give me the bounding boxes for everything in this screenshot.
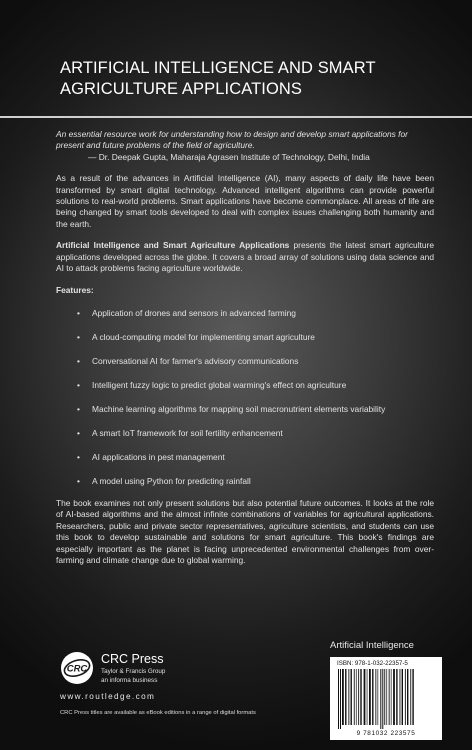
feature-item — [56, 445, 434, 469]
feature-text: Conversational AI for farmer's advisory communications — [92, 355, 299, 366]
book-title: ARTIFICIAL INTELLIGENCE AND SMART AGRICULTURE APPLICATIONS — [60, 59, 376, 98]
feature-item — [56, 373, 434, 397]
feature-item — [56, 301, 434, 325]
feature-item — [56, 421, 434, 445]
bullet-icon: • — [77, 355, 80, 366]
logo-text: CRC — [66, 663, 88, 675]
bullet-icon: • — [77, 427, 80, 438]
bullet-icon: • — [77, 307, 80, 318]
subject-category: Artificial Intelligence — [330, 640, 414, 651]
bullet-icon: • — [77, 403, 80, 414]
feature-text: AI applications in pest management — [92, 451, 225, 462]
bullet-icon: • — [77, 451, 80, 462]
feature-item — [56, 349, 434, 373]
bullet-icon: • — [77, 475, 80, 486]
features-heading: Features: — [56, 285, 94, 296]
barcode-number: 9 781032 223575 — [356, 730, 416, 737]
feature-item — [56, 397, 434, 421]
summary-paragraph — [56, 240, 434, 274]
title-divider — [0, 116, 472, 118]
feature-text: Machine learning algorithms for mapping soil macronutrient elements variability — [92, 403, 386, 414]
feature-text: Application of drones and sensors in advanced farming — [92, 307, 296, 318]
summary-book-title: Artificial Intelligence and Smart Agriculture Applications — [56, 240, 290, 251]
feature-text: A smart IoT framework for soil fertility enhancement — [92, 427, 283, 438]
feature-item — [56, 469, 434, 493]
publisher-tagline: an informa business — [101, 677, 158, 684]
crc-press-logo — [60, 651, 94, 685]
bullet-icon: • — [77, 379, 80, 390]
summary-text: presents the latest smart agriculture applications developed across the globe. It covers a broad array of solutions using data science and AI to attack problems facing agriculture worldwide. — [56, 240, 434, 274]
closing-paragraph: The book examines not only present solutions but also potential future outcomes. It looks at the role of AI-based algorithms and the almost infinite combinations of variables for agricultural applications. Researchers, public and private sector representatives, agriculture scientists, and students can use this book to develop sustainable and solutions for smart agriculture. This book's findings are especially important as the planet is facing unprecedented environmental challenges from over-farming and climate change due to global warming. — [56, 497, 434, 565]
isbn-barcode — [330, 657, 442, 740]
feature-text: A model using Python for predicting rainfall — [92, 475, 251, 486]
publisher-group: Taylor & Francis Group — [101, 668, 166, 675]
bullet-icon: • — [77, 331, 80, 342]
feature-text: Intelligent fuzzy logic to predict global warming's effect on agriculture — [92, 379, 347, 390]
endorsement-quote: An essential resource work for understanding how to design and develop smart applications for present and future problems of the field of agriculture. — [56, 129, 408, 151]
features-list — [56, 301, 434, 493]
publisher-name: CRC Press — [101, 652, 164, 666]
cover-text — [56, 129, 434, 566]
isbn-label: ISBN: 978-1-032-22357-5 — [337, 660, 408, 667]
ebook-note: CRC Press titles are available as eBook editions in a range of digital formats — [60, 710, 256, 716]
barcode-bars — [336, 669, 436, 729]
feature-text: A cloud-computing model for implementing smart agriculture — [92, 331, 315, 342]
endorsement-attribution: — Dr. Deepak Gupta, Maharaja Agrasen Institute of Technology, Delhi, India — [88, 151, 370, 162]
intro-paragraph: As a result of the advances in Artificial Intelligence (AI), many aspects of daily life have been transformed by smart digital technology. Advanced intelligent algorithms can provide powerful solutions to real-world problems. Smart applications have become commonplace. All areas of life are being changed by smart tools developed to deal with complex issues challenging both humanity and the earth. — [56, 173, 434, 229]
feature-item — [56, 325, 434, 349]
publisher-website: www.routledge.com — [60, 692, 156, 701]
